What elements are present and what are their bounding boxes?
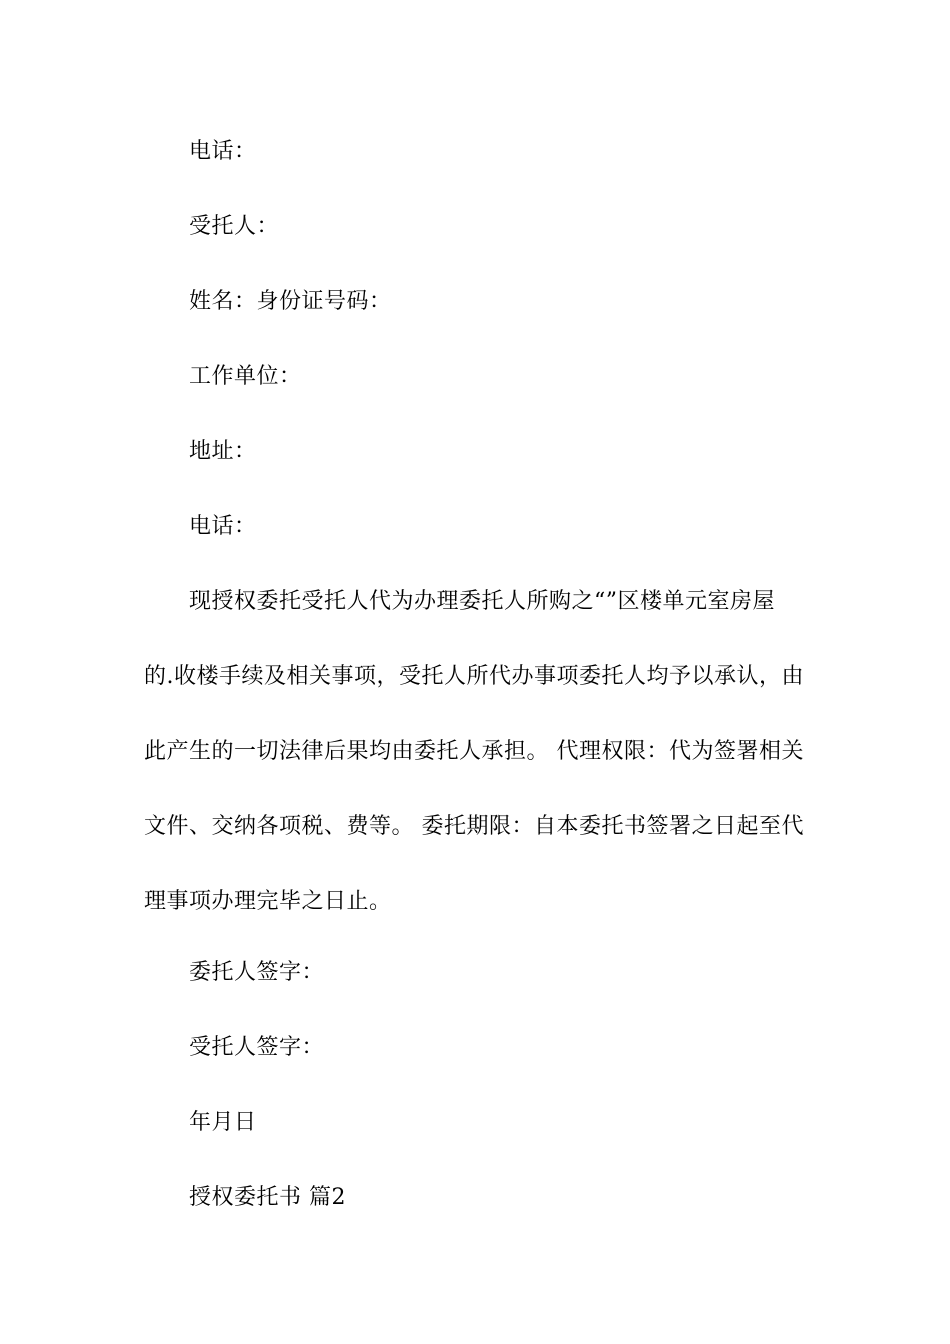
trustee-heading: 受托人：: [189, 214, 280, 239]
authorization-paragraph-line-5: 理事项办理完毕之日止。: [144, 889, 392, 914]
name-id-label: 姓名：身份证号码：: [189, 289, 392, 314]
section-title: 授权委托书 篇2: [189, 1185, 346, 1210]
address-label: 地址：: [189, 439, 257, 464]
authorization-paragraph-line-1: 现授权委托受托人代为办理委托人所购之“”区楼单元室房屋: [189, 589, 775, 614]
work-unit-label: 工作单位：: [189, 364, 302, 389]
principal-signature-label: 委托人签字：: [189, 960, 325, 985]
authorization-paragraph-line-4: 文件、交纳各项税、费等。 委托期限：自本委托书签署之日起至代: [144, 814, 804, 839]
authorization-paragraph-line-3: 此产生的一切法律后果均由委托人承担。 代理权限：代为签署相关: [144, 739, 804, 764]
phone-label-2: 电话：: [189, 514, 257, 539]
authorization-paragraph-line-2: 的.收楼手续及相关事项，受托人所代办事项委托人均予以承认，由: [144, 664, 804, 689]
date-label: 年月日: [189, 1110, 257, 1135]
phone-label-1: 电话：: [189, 139, 257, 164]
trustee-signature-label: 受托人签字：: [189, 1035, 325, 1060]
